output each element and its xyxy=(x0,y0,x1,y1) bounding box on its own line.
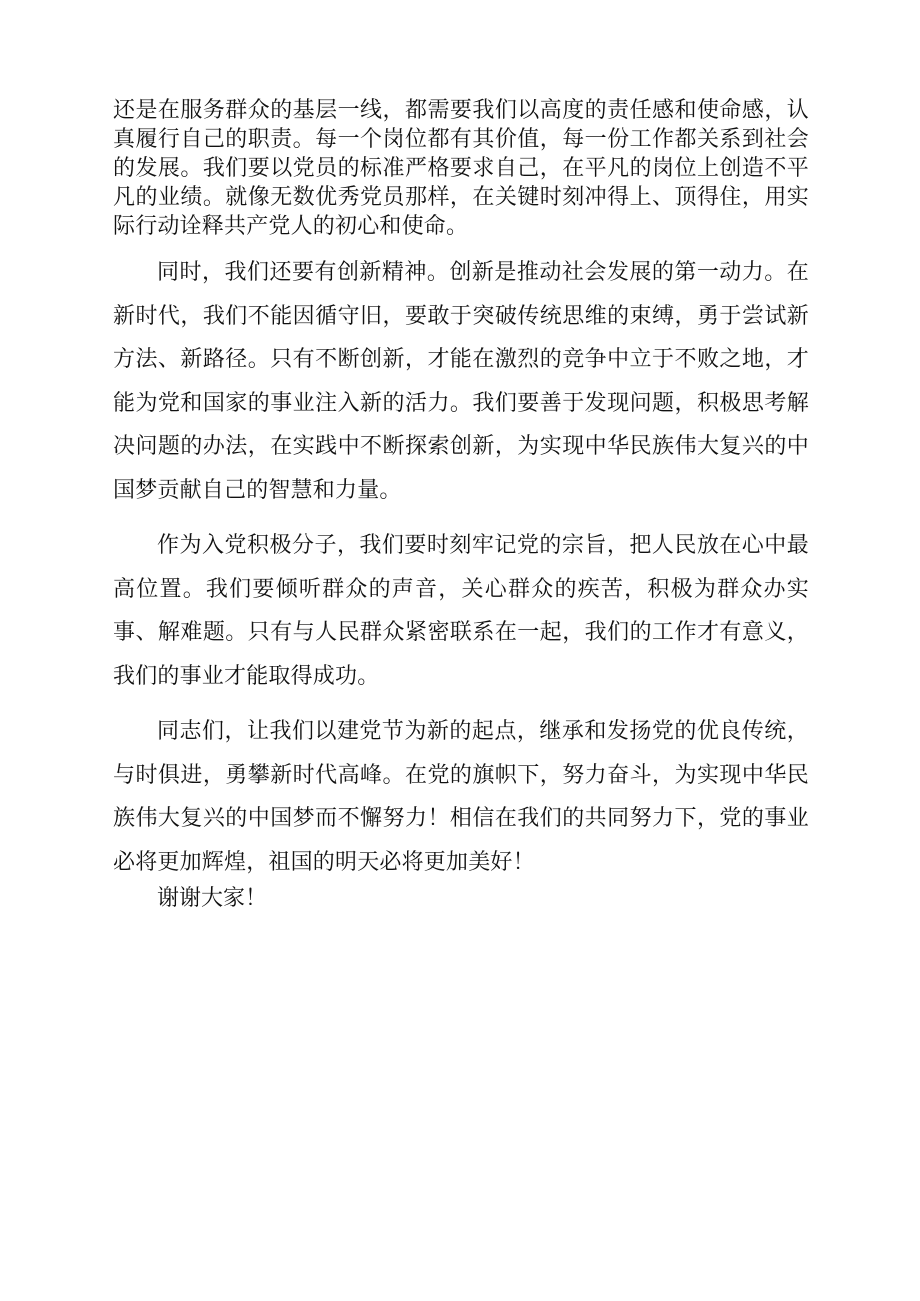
document-body xyxy=(113,96,809,913)
paragraph-party-purpose: 作为入党积极分子，我们要时刻牢记党的宗旨，把人民放在心中最高位置。我们要倾听群众的声音，关心群众的疾苦，积极为群众办实事、解难题。只有与人民群众紧密联系在一起，我们的工作才有意义，我们的事业才能取得成功。 xyxy=(113,533,809,689)
closing-thanks: 谢谢大家！ xyxy=(157,886,268,911)
paragraph-call-to-action: 同志们，让我们以建党节为新的起点，继承和发扬党的优良传统，与时俱进，勇攀新时代高峰。在党的旗帜下，努力奋斗，为实现中华民族伟大复兴的中国梦而不懈努力！相信在我们的共同努力下，党的事业必将更加辉煌，祖国的明天必将更加美好！ xyxy=(113,719,809,875)
paragraph-continued: 还是在服务群众的基层一线，都需要我们以高度的责任感和使命感，认真履行自己的职责。每一个岗位都有其价值，每一份工作都关系到社会的发展。我们要以党员的标准严格要求自己，在平凡的岗位上创造不平凡的业绩。就像无数优秀党员那样，在关键时刻冲得上、顶得住，用实际行动诠释共产党人的初心和使命。 xyxy=(113,98,809,239)
paragraph-innovation: 同时，我们还要有创新精神。创新是推动社会发展的第一动力。在新时代，我们不能因循守旧，要敢于突破传统思维的束缚，勇于尝试新方法、新路径。只有不断创新，才能在激烈的竞争中立于不败之地，才能为党和国家的事业注入新的活力。我们要善于发现问题，积极思考解决问题的办法，在实践中不断探索创新，为实现中华民族伟大复兴的中国梦贡献自己的智慧和力量。 xyxy=(113,260,809,503)
